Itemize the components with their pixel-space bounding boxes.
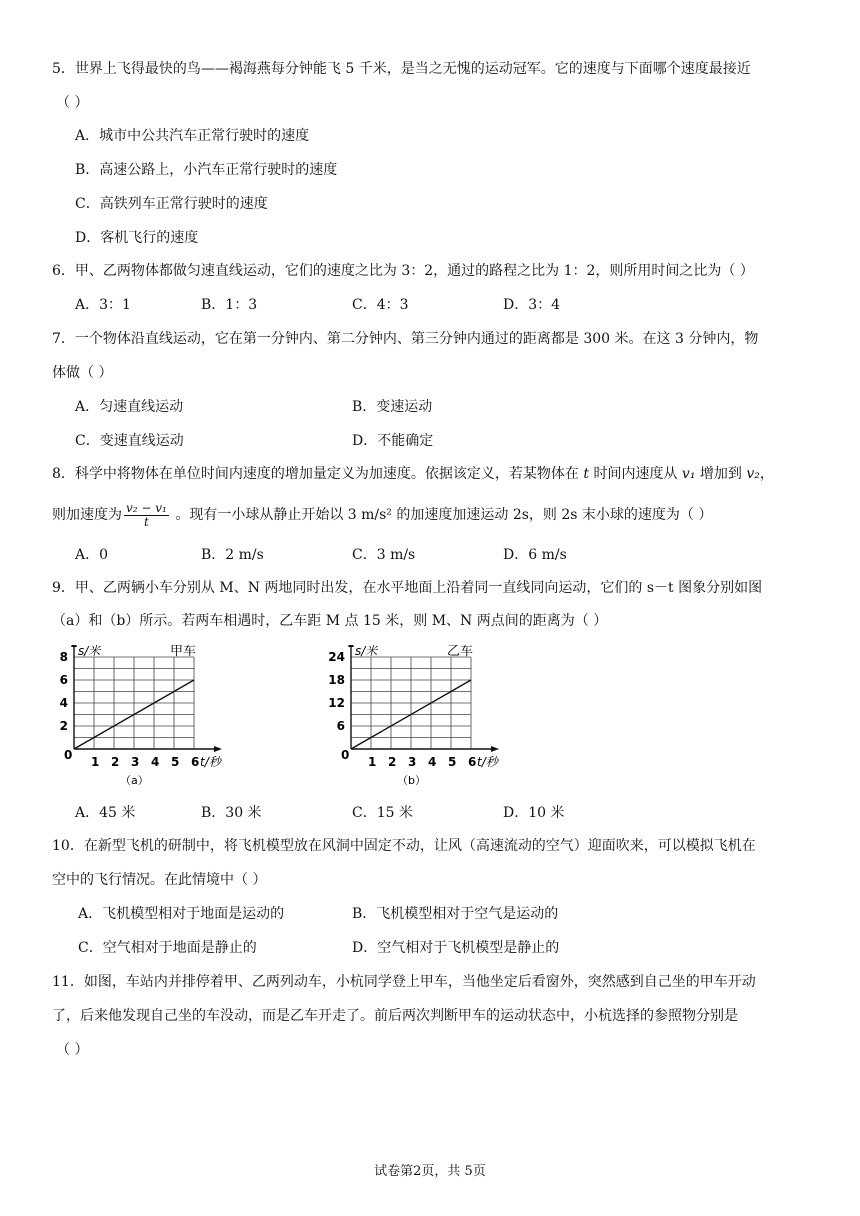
q5-option-c: C．高铁列车正常行驶时的速度 [75, 196, 268, 212]
q7-option-b: B．变速运动 [352, 399, 433, 415]
q8-stem [52, 464, 774, 484]
q9-option-a: A．45 米 [75, 805, 136, 821]
x-axis-arrow [491, 746, 499, 752]
q11-stem-cont: 了，后来他发现自己坐的车没动，而是乙车开走了。前后两次判断甲车的运动状态中，小杭选择的参照物分别是 [52, 1008, 738, 1024]
y-tick-label: 2 [59, 719, 68, 733]
x-axis-label: t/秒 [200, 755, 221, 769]
chart-caption: （b） [397, 774, 426, 787]
x-tick-label: 4 [428, 755, 437, 769]
q8-option-b: B．2 m/s [201, 547, 264, 563]
q10-option-c: C．空气相对于地面是静止的 [78, 940, 257, 956]
y-axis-label: s/米 [78, 645, 101, 658]
x-axis-arrow [214, 746, 222, 752]
q8-var-t: t [583, 466, 589, 482]
x-tick-label: 5 [448, 755, 457, 769]
q9-option-d: D．10 米 [503, 805, 565, 821]
x-tick-label: 1 [368, 755, 377, 769]
y-tick-label: 12 [328, 696, 345, 710]
q5-answer-blank: （ ） [56, 95, 89, 111]
q7-stem-cont: 体做（ ） [52, 365, 113, 381]
q5-stem: 5．世界上飞得最快的鸟——褐海燕每分钟能飞 5 千米，是当之无愧的运动冠军。它的速度与下面哪个速度最接近 [52, 61, 751, 77]
q7-option-c: C．变速直线运动 [75, 433, 184, 449]
q7-option-d: D．不能确定 [352, 433, 434, 449]
q9-stem: 9．甲、乙两辆小车分别从 M、N 两地同时出发，在水平地面上沿着同一直线同向运动，它们的 s－t 图象分别如图 [52, 580, 763, 596]
q6-option-d: D．3：4 [503, 297, 561, 313]
q6-option-c: C．4：3 [352, 297, 409, 313]
q8-option-c: C．3 m/s [352, 547, 416, 563]
chart-title: 甲车 [170, 645, 197, 659]
q8-text-4: ， [759, 466, 774, 482]
x-tick-label: 2 [388, 755, 397, 769]
y-axis-arrow [348, 645, 354, 647]
q8-var-v1: v₁ [681, 466, 696, 482]
y-tick-label: 4 [59, 696, 68, 710]
q6-stem: 6．甲、乙两物体都做匀速直线运动，它们的速度之比为 3：2，通过的路程之比为 1：2，则所用时间之比为（ ） [52, 263, 754, 279]
q9-stem-cont: （a）和（b）所示。若两车相遇时，乙车距 M 点 15 米，则 M、N 两点间的距离为（ ） [52, 613, 608, 629]
chart-caption: （a） [120, 774, 149, 787]
acceleration-fraction [124, 502, 169, 529]
q8-text-6: 。现有一小球从静止开始以 3 m/s² 的加速度加速运动 2s，则 2s 末小球的速度为（ ） [170, 507, 713, 523]
y-axis-label: s/米 [355, 645, 378, 658]
q8-option-d: D．6 m/s [503, 547, 567, 563]
q9-option-c: C．15 米 [352, 805, 413, 821]
q8-text-2: 时间内速度从 [589, 466, 682, 482]
q11-stem: 11．如图，车站内并排停着甲、乙两列动车，小杭同学登上甲车，当他坐定后看窗外，突然感到自己坐的甲车开动 [52, 974, 756, 990]
x-tick-label: 5 [171, 755, 180, 769]
x-tick-label: 0 [341, 748, 350, 762]
y-axis-arrow [71, 645, 77, 647]
x-axis-label: t/秒 [477, 755, 498, 769]
q10-option-a: A．飞机模型相对于地面是运动的 [78, 906, 285, 922]
page-footer: 试卷第2页，共 5页 [374, 1164, 486, 1179]
q11-answer-blank: （ ） [56, 1042, 89, 1058]
y-tick-label: 18 [328, 673, 345, 687]
chart-title: 乙车 [447, 645, 474, 659]
q6-option-b: B．1：3 [201, 297, 258, 313]
q7-option-a: A．匀速直线运动 [75, 399, 184, 415]
chart-b [325, 645, 525, 795]
fraction-denominator: t [144, 514, 149, 529]
q10-option-b: B．飞机模型相对于空气是运动的 [352, 906, 559, 922]
x-tick-label: 6 [468, 755, 477, 769]
q6-option-a: A．3：1 [75, 297, 131, 313]
x-tick-label: 3 [131, 755, 140, 769]
q8-option-a: A．0 [75, 547, 109, 563]
y-tick-label: 24 [328, 650, 345, 664]
q7-stem: 7．一个物体沿直线运动，它在第一分钟内、第二分钟内、第三分钟内通过的距离都是 300 米。在这 3 分钟内，物 [52, 331, 759, 347]
x-tick-label: 6 [191, 755, 200, 769]
q8-stem-cont [52, 500, 712, 530]
q8-text-3: 增加到 [695, 466, 747, 482]
q10-stem: 10．在新型飞机的研制中，将飞机模型放在风洞中固定不动，让风（高速流动的空气）迎面吹来，可以模拟飞机在 [52, 838, 756, 854]
q8-var-v2: v₂ [746, 466, 760, 482]
chart-a [48, 645, 248, 795]
y-tick-label: 6 [336, 719, 345, 733]
x-tick-label: 2 [111, 755, 120, 769]
q8-text-1: 8．科学中将物体在单位时间内速度的增加量定义为加速度。依据该定义，若某物体在 [52, 466, 584, 482]
q5-option-d: D．客机飞行的速度 [75, 230, 199, 246]
x-tick-label: 3 [408, 755, 417, 769]
q8-text-5: 则加速度为 [52, 507, 122, 523]
y-tick-label: 8 [59, 650, 68, 664]
x-tick-label: 0 [64, 748, 73, 762]
q5-option-a: A．城市中公共汽车正常行驶时的速度 [75, 128, 310, 144]
x-tick-label: 4 [151, 755, 160, 769]
y-tick-label: 6 [59, 673, 68, 687]
q5-option-b: B．高速公路上，小汽车正常行驶时的速度 [75, 162, 338, 178]
fraction-numerator: v₂ − v₁ [126, 500, 167, 515]
q10-option-d: D．空气相对于飞机模型是静止的 [352, 940, 560, 956]
q9-option-b: B．30 米 [201, 805, 262, 821]
q10-stem-cont: 空中的飞行情况。在此情境中（ ） [52, 872, 267, 888]
x-tick-label: 1 [91, 755, 100, 769]
